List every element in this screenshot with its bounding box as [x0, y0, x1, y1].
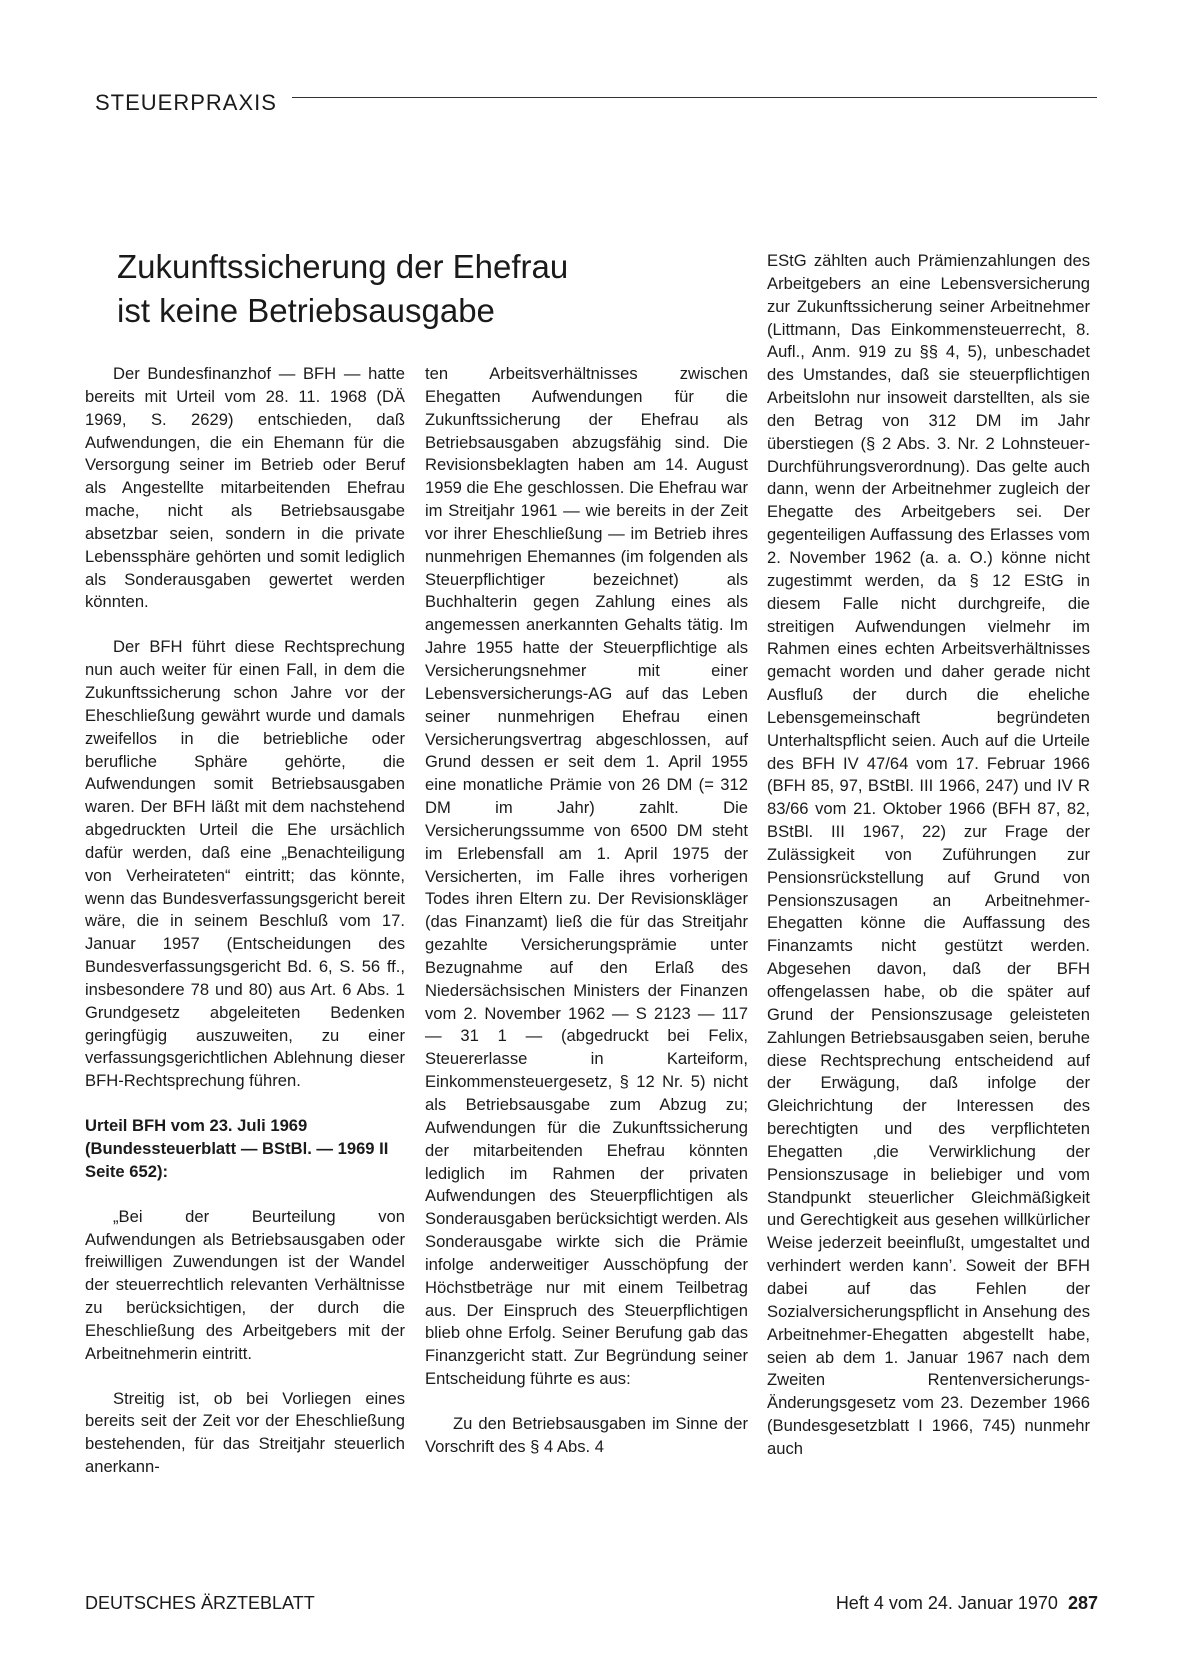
column-3 [767, 250, 1090, 1461]
paragraph-facts: ten Arbeitsverhältnisses zwischen Ehegatten Aufwendungen für die Zukunftssicherung der Ehefrau als Betriebsausgaben abzugsfähig sind. Die Revisionsbeklagten haben am 14. August 1959 die Ehe geschlossen. Die Ehefrau war im Streitjahr 1961 — wie bereits in der Zeit vor ihrer Eheschließung — im Betrieb ihres nunmehrigen Ehemannes (im folgenden als Steuerpflichtiger bezeichnet) als Buchhalterin gegen Zahlung eines als angemessen anerkannten Gehalts tätig. Im Jahre 1955 hatte der Steuerpflichtige als Versicherungsnehmer mit einer Lebensversicherungs-AG auf das Leben seiner nunmehrigen Ehefrau einen Versicherungsvertrag abgeschlossen, auf Grund dessen er seit dem 1. April 1955 eine monatliche Prämie von 26 DM (= 312 DM im Jahr) zahlt. Die Versicherungssumme von 6500 DM steht im Erlebensfall am 1. April 1975 der Versicherten, im Falle ihres vorherigen Todes ihren Eltern zu. Der Revisionskläger (das Finanzamt) ließ die für das Streitjahr gezahlte Versicherungsprämie unter Bezugnahme auf den Erlaß des Niedersächsischen Ministers der Finanzen vom 2. November 1962 — S 2123 — 117 — 31 1 — (abgedruckt bei Felix, Steuererlasse in Karteiform, Einkommensteuergesetz, § 12 Nr. 5) nicht als Betriebsausgabe zum Abzug zu; Aufwendungen für die Zukunftssicherung der mitarbeitenden Ehefrau könnten lediglich im Rahmen der privaten Aufwendungen des Steuerpflichtigen als Sonderausgaben berücksichtigt werden. Als Sonderausgabe wirkte sich die Prämie infolge anderweitiger Ausschöpfung der Höchstbeträge nur mit einem Teilbetrag aus. Der Einspruch des Steuerpflichtigen blieb ohne Erfolg. Seiner Berufung gab das Finanzgericht statt. Zur Begründung seiner Entscheidung führte es aus: [425, 364, 748, 1389]
title-line-1: Zukunftssicherung der Ehefrau [117, 248, 569, 285]
section-label: STEUERPRAXIS [95, 90, 277, 115]
footer-publication: DEUTSCHES ÄRZTEBLATT [85, 1593, 315, 1613]
footer-issue: Heft 4 vom 24. Januar 1970 [835, 1593, 1058, 1613]
paragraph-quote: „Bei der Beurteilung von Aufwendungen als Betriebsausgaben oder freiwilligen Zuwendungen ist der Wandel der steuerrechtlich relevanten Verhältnisse zu berücksichtigen, der durch die Eheschließung des Arbeitgebers mit der Arbeitnehmerin eintritt. [85, 1206, 405, 1363]
column-2 [425, 363, 748, 1459]
article-title [117, 245, 677, 333]
verdict-heading: Urteil BFH vom 23. Juli 1969 (Bundessteuerblatt — BStBl. — 1969 II Seite 652): [85, 1116, 389, 1181]
paragraph-dispute: Streitig ist, ob bei Vorliegen eines bereits seit der Zeit vor der Eheschließung bestehenden, für das Streitjahr steuerlich anerkann- [85, 1388, 405, 1477]
title-line-2: ist keine Betriebsausgabe [117, 292, 495, 329]
paragraph-intro: Der Bundesfinanzhof — BFH — hatte bereits mit Urteil vom 28. 11. 1968 (DÄ 1969, S. 2629) entschieden, daß Aufwendungen, die ein Ehemann für die Versorgung seiner im Betrieb oder Beruf als Angestellte mitarbeitenden Ehefrau mache, nicht als Betriebsausgabe absetzbar seien, sondern in die private Lebenssphäre gehörten und somit lediglich als Sonderausgaben gewertet werden könnten. [85, 364, 405, 612]
page-number: 287 [1067, 1593, 1098, 1613]
section-rule [292, 97, 1097, 98]
paragraph-reasoning-start: Zu den Betriebsausgaben im Sinne der Vorschrift des § 4 Abs. 4 [425, 1413, 748, 1456]
paragraph-commentary: Der BFH führt diese Rechtsprechung nun auch weiter für einen Fall, in dem die Zukunftssicherung schon Jahre vor der Eheschließung gewährt wurde und damals zweifellos in die betriebliche oder berufliche Sphäre gehörte, die Aufwendungen somit Betriebsausgaben waren. Der BFH läßt mit dem nachstehend abgedruckten Urteil die Ehe ursächlich dafür werden, daß eine „Benachteiligung von Verheirateten“ eintritt; das könnte, wenn das Bundesverfassungsgericht bereit wäre, die in seinem Beschluß vom 17. Januar 1957 (Entscheidungen des Bundesverfassungsgericht Bd. 6, S. 56 ff., insbesondere 78 und 80) aus Art. 6 Abs. 1 Grundgesetz abgeleiteten Bedenken geringfügig auszuweiten, zu einer verfassungsgerichtlichen Ablehnung dieser BFH-Rechtsprechung führen. [85, 637, 405, 1091]
paragraph-reasoning: EStG zählten auch Prämienzahlungen des Arbeitgebers an eine Lebensversicherung zur Zukunftssicherung seiner Arbeitnehmer (Littmann, Das Einkommensteuerrecht, 8. Aufl., Anm. 919 zu §§ 4, 5), unbeschadet des Umstandes, daß sie steuerpflichtigen Arbeitslohn nur insoweit darstellten, als sie den Betrag von 312 DM im Jahr überstiegen (§ 2 Abs. 3. Nr. 2 Lohnsteuer-Durchführungsverordnung). Das gelte auch dann, wenn der Arbeitnehmer zugleich der Ehegatte des Arbeitgebers sei. Der gegenteiligen Auffassung des Erlasses vom 2. November 1962 (a. a. O.) könne nicht zugestimmt werden, da § 12 EStG in diesem Falle nicht durchgreife, die streitigen Aufwendungen vielmehr im Rahmen eines echten Arbeitsverhältnisses gemacht worden und daher gerade nicht Ausfluß der durch die eheliche Lebensgemeinschaft begründeten Unterhaltspflicht seien. Auch auf die Urteile des BFH IV 47/64 vom 17. Februar 1966 (BFH 85, 97, BStBl. III 1966, 247) und IV R 83/66 vom 21. Oktober 1966 (BFH 87, 82, BStBl. III 1967, 22) zur Frage der Zulässigkeit von Zuführungen zur Pensionsrückstellung auf Grund von Pensionszusagen an Arbeitnehmer-Ehegatten könne die Auffassung des Finanzamts nicht gestützt werden. Abgesehen davon, daß der BFH offengelassen habe, ob die später auf Grund der Pensionszusage geleisteten Zahlungen Betriebsausgaben seien, beruhe diese Rechtsprechung entscheidend auf der Erwägung, daß infolge der Gleichrichtung der Interessen des berechtigten und des verpflichteten Ehegatten ‚die Verwirklichung der Pensionszusage in beliebiger und vom Standpunkt steuerlicher Gleichmäßigkeit und Gerechtigkeit aus gesehen willkürlicher Weise jederzeit beeinflußt, umgestaltet und verhindert werden kann’. Soweit der BFH dabei auf das Fehlen der Sozialversicherungspflicht in Ansehung des Arbeitnehmer-Ehegatten abgestellt habe, seien ab dem 1. Januar 1967 nach dem Zweiten Rentenversicherungs-Änderungsgesetz vom 23. Dezember 1966 (Bundesgesetzblatt I 1966, 745) nunmehr auch [767, 251, 1090, 1458]
footer-issue-info [836, 1593, 1098, 1614]
column-1 [85, 363, 405, 1479]
